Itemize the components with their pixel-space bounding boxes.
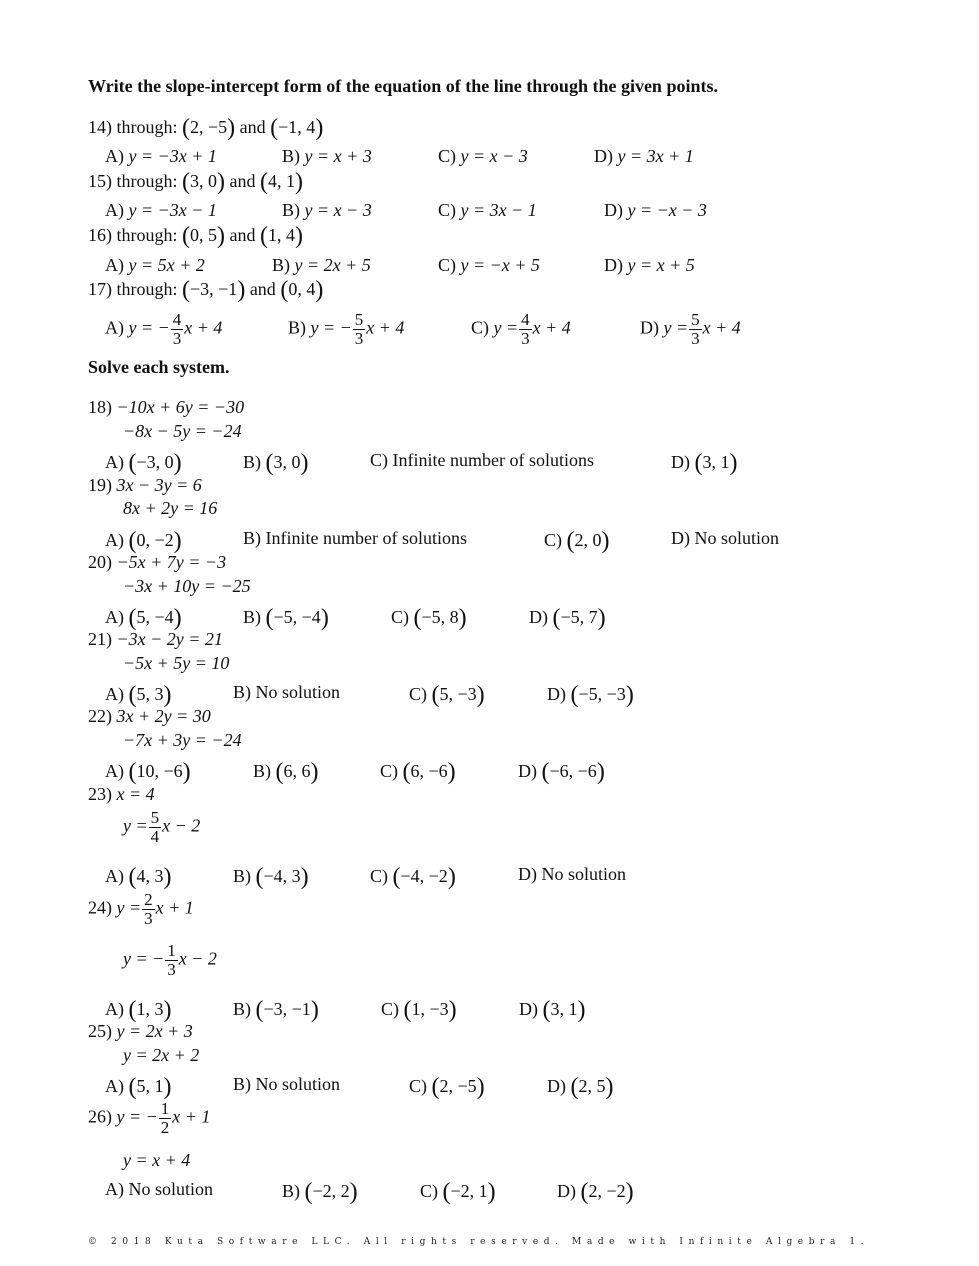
answer-text: −4, −2 <box>400 866 448 886</box>
answer-text: −2, 2 <box>312 1181 350 1201</box>
question-number: 15) <box>88 171 112 191</box>
choice-a[interactable]: A) y = − $\frac{4}{3}$ x + 4 <box>105 310 223 348</box>
answer-text: y = −x + 5 <box>460 255 540 275</box>
choice-a[interactable]: A) (4, 3) <box>105 864 172 890</box>
and-word: and <box>239 117 266 137</box>
choice-b[interactable]: B) (6, 6) <box>253 759 319 785</box>
choice-d[interactable]: D) (3, 1) <box>671 450 738 476</box>
question-17: 17) through: (−3, −1) and (0, 4) <box>88 277 324 303</box>
choice-c[interactable]: C) (2, −5) <box>409 1074 485 1100</box>
choice-b[interactable]: B) (−2, 2) <box>282 1179 358 1205</box>
section-heading-slope-intercept: Write the slope-intercept form of the equation of the line through the given points. <box>88 76 718 96</box>
choice-a[interactable]: A) (0, −2) <box>105 528 182 554</box>
answer-text: 3, 0 <box>273 452 301 472</box>
choice-d[interactable]: D) y = x + 5 <box>604 255 695 275</box>
question-18 <box>88 398 244 416</box>
answer-text: y = x − 3 <box>304 200 372 220</box>
equation-1: −10x + 6y = −30 <box>116 397 245 417</box>
question-20 <box>88 553 226 571</box>
equation-1: x = 4 <box>116 784 155 804</box>
answer-text: No solution <box>694 528 780 548</box>
choice-d[interactable]: D) No solution <box>518 864 627 884</box>
point-1: 3, 0 <box>190 171 217 191</box>
choice-c[interactable]: C) (−5, 8) <box>391 605 467 631</box>
answer-text: 5, −3 <box>439 684 477 704</box>
choice-a[interactable]: A) y = −3x + 1 <box>105 146 217 166</box>
choice-b[interactable]: B) No solution <box>233 682 341 702</box>
choice-d[interactable]: D) y = $\frac{5}{3}$ x + 4 <box>640 310 741 348</box>
question-number: 26) <box>88 1106 112 1127</box>
answer-text: y = x + 5 <box>627 255 695 275</box>
answer-text: y = −3x + 1 <box>128 146 217 166</box>
answer-text: y = −x − 3 <box>627 200 707 220</box>
choice-a[interactable]: A) (10, −6) <box>105 759 191 785</box>
choice-d[interactable]: D) y = −x − 3 <box>604 200 707 220</box>
point-2: 0, 4 <box>288 279 316 299</box>
answer-text: −5, −3 <box>578 684 626 704</box>
question-text: through: <box>116 171 178 191</box>
question-14: 14) through: (2, −5) and (−1, 4) <box>88 115 324 141</box>
question-26: 26) y = − $\frac{1}{2}$ x + 1 <box>88 1099 211 1137</box>
choice-b[interactable]: B) No solution <box>233 1074 341 1094</box>
point-1: −3, −1 <box>190 279 238 299</box>
choice-c[interactable]: C) (−4, −2) <box>370 864 456 890</box>
question-23 <box>88 785 155 803</box>
and-word: and <box>249 279 276 299</box>
answer-text: y = 3x + 1 <box>617 146 694 166</box>
choice-a[interactable]: A) y = −3x − 1 <box>105 200 217 220</box>
equation-2: y = 2x + 2 <box>123 1045 200 1065</box>
answer-text: 3, 1 <box>702 452 730 472</box>
choice-c[interactable]: C) y = $\frac{4}{3}$ x + 4 <box>471 310 571 348</box>
answer-text: 6, −6 <box>410 761 448 781</box>
answer-text: 4, 3 <box>136 866 164 886</box>
fraction: $\frac{5}{3}$ <box>691 310 700 348</box>
choice-d[interactable]: D) (2, 5) <box>547 1074 614 1100</box>
answer-text: 5, −4 <box>136 607 174 627</box>
section-heading-systems: Solve each system. <box>88 357 230 377</box>
answer-text: 5, 1 <box>136 1076 164 1096</box>
choice-d[interactable]: D) (−6, −6) <box>518 759 605 785</box>
choice-c[interactable]: C) (2, 0) <box>544 528 610 554</box>
question-number: 25) <box>88 1021 112 1041</box>
answer-text: −4, 3 <box>263 866 301 886</box>
answer-text: −5, 7 <box>560 607 598 627</box>
choice-b[interactable]: B) y = x − 3 <box>282 200 372 220</box>
answer-text: 2, −2 <box>588 1181 626 1201</box>
question-19 <box>88 476 202 494</box>
choice-c[interactable]: C) (6, −6) <box>380 759 456 785</box>
answer-text: −5, −4 <box>273 607 321 627</box>
answer-text: 2, 0 <box>574 530 602 550</box>
choice-c[interactable]: C) (−2, 1) <box>420 1179 496 1205</box>
question-text: through: <box>116 117 178 137</box>
equation-1: y = 2x + 3 <box>116 1021 193 1041</box>
choice-c[interactable]: C) (5, −3) <box>409 682 485 708</box>
choice-a[interactable]: A) y = 5x + 2 <box>105 255 205 275</box>
equation-2: −5x + 5y = 10 <box>123 653 230 673</box>
choice-a[interactable]: A) (5, −4) <box>105 605 182 631</box>
choice-d[interactable]: D) (−5, 7) <box>529 605 606 631</box>
answer-text: y = 2x + 5 <box>294 255 371 275</box>
answer-text: 1, −3 <box>411 999 449 1019</box>
question-number: 21) <box>88 629 112 649</box>
fraction: $\frac{4}{3}$ <box>521 310 530 348</box>
choice-a[interactable]: A) (1, 3) <box>105 997 172 1023</box>
answer-text: 6, 6 <box>283 761 311 781</box>
answer-text: 10, −6 <box>136 761 183 781</box>
question-number: 19) <box>88 475 112 495</box>
equation-1: −3x − 2y = 21 <box>116 629 223 649</box>
answer-text: Infinite number of solutions <box>392 450 594 470</box>
choice-d[interactable]: D) (3, 1) <box>519 997 586 1023</box>
answer-text: No solution <box>128 1179 214 1199</box>
answer-text: No solution <box>541 864 627 884</box>
choice-c[interactable]: C) (1, −3) <box>381 997 457 1023</box>
choice-c[interactable]: C) Infinite number of solutions <box>370 450 594 470</box>
question-number: 24) <box>88 897 112 918</box>
point-1: 2, −5 <box>190 117 228 137</box>
choice-b[interactable]: B) (−5, −4) <box>243 605 329 631</box>
answer-text: 0, −2 <box>136 530 174 550</box>
answer-text: −6, −6 <box>549 761 597 781</box>
equation-2: −8x − 5y = −24 <box>123 421 242 441</box>
fraction: $\frac{5}{4}$ <box>150 808 160 846</box>
equation-2: −7x + 3y = −24 <box>123 730 242 750</box>
choice-b[interactable]: B) y = 2x + 5 <box>272 255 371 275</box>
question-number: 17) <box>88 279 112 299</box>
answer-text: y = 3x − 1 <box>460 200 537 220</box>
question-text: through: <box>116 279 178 299</box>
choice-d[interactable]: D) (−5, −3) <box>547 682 634 708</box>
answer-text: 2, −5 <box>439 1076 477 1096</box>
and-word: and <box>229 225 256 245</box>
answer-text: No solution <box>255 682 341 702</box>
question-22 <box>88 707 211 725</box>
fraction: $\frac{5}{3}$ <box>354 310 364 348</box>
answer-text: −3, 0 <box>136 452 174 472</box>
choice-a[interactable]: A) No solution <box>105 1179 214 1199</box>
choice-b[interactable]: B) y = x + 3 <box>282 146 372 166</box>
question-number: 18) <box>88 397 112 417</box>
question-number: 20) <box>88 552 112 572</box>
equation-2: 8x + 2y = 16 <box>123 498 218 518</box>
answer-text: 2, 5 <box>578 1076 606 1096</box>
question-21 <box>88 630 223 648</box>
answer-text: 5, 3 <box>136 684 164 704</box>
question-number: 14) <box>88 117 112 137</box>
answer-text: −2, 1 <box>450 1181 488 1201</box>
fraction: $\frac{1}{3}$ <box>167 941 176 979</box>
point-2: 4, 1 <box>268 171 295 191</box>
fraction: $\frac{1}{2}$ <box>160 1099 170 1137</box>
choice-b[interactable]: B) (−4, 3) <box>233 864 309 890</box>
question-number: 23) <box>88 784 112 804</box>
choice-d[interactable]: D) y = 3x + 1 <box>594 146 694 166</box>
choice-c[interactable]: C) y = x − 3 <box>438 146 528 166</box>
question-text: through: <box>116 225 178 245</box>
equation-1: 3x + 2y = 30 <box>116 706 211 726</box>
question-number: 16) <box>88 225 112 245</box>
answer-text: 3, 1 <box>550 999 578 1019</box>
answer-text: y = −3x − 1 <box>128 200 217 220</box>
fraction: $\frac{4}{3}$ <box>172 310 182 348</box>
answer-text: Infinite number of solutions <box>265 528 467 548</box>
fraction: $\frac{2}{3}$ <box>144 890 153 928</box>
choice-a[interactable]: A) (−3, 0) <box>105 450 182 476</box>
choice-b[interactable]: B) Infinite number of solutions <box>243 528 467 548</box>
choice-d[interactable]: D) (2, −2) <box>557 1179 634 1205</box>
question-25 <box>88 1022 193 1040</box>
choice-c[interactable]: C) y = 3x − 1 <box>438 200 537 220</box>
equation-1: −5x + 7y = −3 <box>116 552 227 572</box>
equation-1: 3x − 3y = 6 <box>116 475 202 495</box>
answer-text: −3, −1 <box>263 999 311 1019</box>
equation-2: y = − $\frac{1}{3}$ x − 2 <box>123 941 217 979</box>
answer-text: y = 5x + 2 <box>128 255 205 275</box>
question-number: 22) <box>88 706 112 726</box>
answer-text: −5, 8 <box>421 607 459 627</box>
equation-2: y = x + 4 <box>123 1150 191 1170</box>
answer-text: No solution <box>255 1074 341 1094</box>
answer-text: 1, 3 <box>136 999 164 1019</box>
answer-text: y = x + 3 <box>304 146 372 166</box>
choice-b[interactable]: B) (−3, −1) <box>233 997 319 1023</box>
equation-2: −3x + 10y = −25 <box>123 576 251 596</box>
choice-a[interactable]: A) (5, 3) <box>105 682 172 708</box>
choice-a[interactable]: A) (5, 1) <box>105 1074 172 1100</box>
choice-b[interactable]: B) y = − $\frac{5}{3}$ x + 4 <box>288 310 405 348</box>
question-15: 15) through: (3, 0) and (4, 1) <box>88 169 303 195</box>
copyright-footer: © 2018 Kuta Software LLC. All rights reserved. Made with Infinite Algebra 1. <box>88 1237 870 1247</box>
question-24: 24) y = $\frac{2}{3}$ x + 1 <box>88 890 194 928</box>
choice-d[interactable]: D) No solution <box>671 528 780 548</box>
question-16: 16) through: (0, 5) and (1, 4) <box>88 223 303 249</box>
point-1: 0, 5 <box>190 225 217 245</box>
answer-text: y = x − 3 <box>460 146 528 166</box>
point-2: 1, 4 <box>268 225 295 245</box>
point-2: −1, 4 <box>278 117 316 137</box>
equation-2: y = $\frac{5}{4}$ x − 2 <box>123 808 201 846</box>
choice-c[interactable]: C) y = −x + 5 <box>438 255 540 275</box>
and-word: and <box>229 171 256 191</box>
choice-b[interactable]: B) (3, 0) <box>243 450 309 476</box>
